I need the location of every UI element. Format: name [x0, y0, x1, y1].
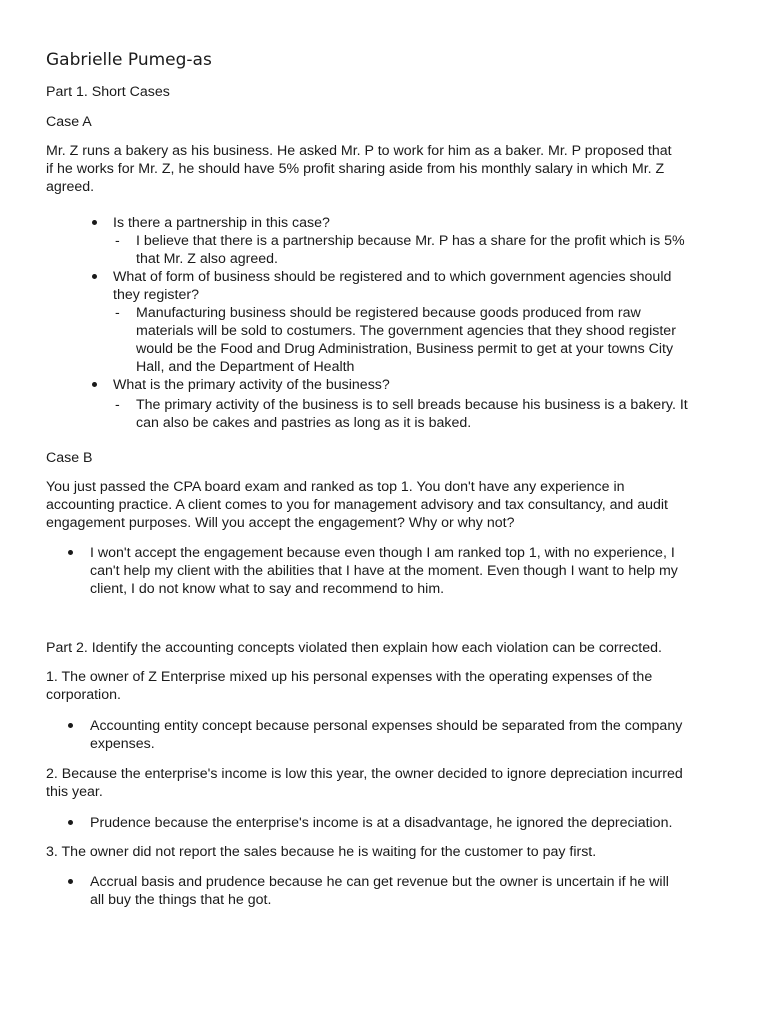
bullet-icon — [92, 220, 97, 225]
dash-icon: - — [115, 233, 120, 249]
part2-question-2-line: 2. Because the enterprise's income is low this year, the owner decided to ignore depreciation incurred — [46, 766, 683, 782]
case-a-answer-3-line: can also be cakes and pastries as long as it is baked. — [136, 415, 472, 431]
part2-answer-3-line: Accrual basis and prudence because he can get revenue but the owner is uncertain if he will — [90, 874, 669, 890]
dash-icon: - — [115, 305, 120, 321]
case-b-heading: Case B — [46, 450, 93, 466]
case-a-answer-2-line: materials will be sold to costumers. The government agencies that they shood register — [136, 323, 676, 339]
author-name: Gabrielle Pumeg-as — [46, 50, 212, 70]
case-b-answer-line: client, I do not know what to say and recommend to him. — [90, 581, 445, 597]
case-a-answer-1-line: I believe that there is a partnership because Mr. P has a share for the profit which is 5% — [136, 233, 685, 249]
case-a-scenario-line: Mr. Z runs a bakery as his business. He asked Mr. P to work for him as a baker. Mr. P proposed that — [46, 143, 672, 159]
case-a-answer-3-line: The primary activity of the business is to sell breads because his business is a bakery. It — [136, 397, 688, 413]
case-b-answer-line: can't help my client with the abilities that I have at the moment. Even though I want to help my — [90, 563, 678, 579]
case-a-question-2-line: they register? — [113, 287, 199, 303]
bullet-icon — [68, 879, 73, 884]
case-a-scenario-line: if he works for Mr. Z, he should have 5% profit sharing aside from his monthly salary in which Mr. Z — [46, 161, 665, 177]
part2-heading: Part 2. Identify the accounting concepts violated then explain how each violation can be corrected. — [46, 640, 662, 656]
case-a-question-2-line: What of form of business should be registered and to which government agencies should — [113, 269, 672, 285]
case-a-heading: Case A — [46, 114, 92, 130]
bullet-icon — [68, 820, 73, 825]
part2-question-1-line: corporation. — [46, 687, 121, 703]
bullet-icon — [92, 274, 97, 279]
case-a-question-1: Is there a partnership in this case? — [113, 215, 330, 231]
case-a-answer-2-line: Hall, and the Department of Health — [136, 359, 355, 375]
part2-question-2-line: this year. — [46, 784, 103, 800]
case-a-question-3: What is the primary activity of the business? — [113, 377, 390, 393]
case-a-answer-2-line: Manufacturing business should be registered because goods produced from raw — [136, 305, 641, 321]
bullet-icon — [68, 550, 73, 555]
dash-icon: - — [115, 397, 120, 413]
part2-answer-2-line: Prudence because the enterprise's income is at a disadvantage, he ignored the depreciation. — [90, 815, 673, 831]
part2-answer-3-line: all buy the things that he got. — [90, 892, 272, 908]
case-b-scenario-line: You just passed the CPA board exam and ranked as top 1. You don't have any experience in — [46, 479, 625, 495]
case-a-answer-1-line: that Mr. Z also agreed. — [136, 251, 278, 267]
bullet-icon — [92, 382, 97, 387]
case-a-scenario-line: agreed. — [46, 179, 95, 195]
part2-answer-1-line: expenses. — [90, 736, 155, 752]
part1-heading: Part 1. Short Cases — [46, 84, 170, 100]
case-b-scenario-line: engagement purposes. Will you accept the engagement? Why or why not? — [46, 515, 515, 531]
part2-question-3-line: 3. The owner did not report the sales because he is waiting for the customer to pay first. — [46, 844, 597, 860]
case-a-answer-2-line: would be the Food and Drug Administration, Business permit to get at your towns City — [136, 341, 674, 357]
bullet-icon — [68, 723, 73, 728]
case-b-scenario-line: accounting practice. A client comes to you for management advisory and tax consultancy, and audit — [46, 497, 668, 513]
case-b-answer-line: I won't accept the engagement because even though I am ranked top 1, with no experience, I — [90, 545, 675, 561]
part2-answer-1-line: Accounting entity concept because personal expenses should be separated from the company — [90, 718, 683, 734]
part2-question-1-line: 1. The owner of Z Enterprise mixed up his personal expenses with the operating expenses of the — [46, 669, 653, 685]
